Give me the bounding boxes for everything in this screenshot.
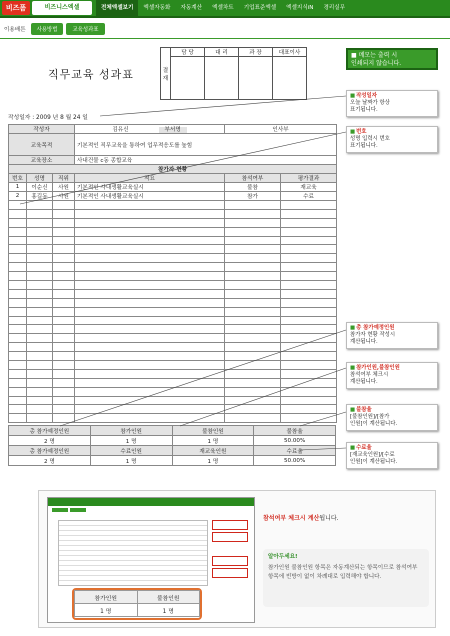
empty-cell[interactable] [281, 396, 337, 405]
empty-cell[interactable] [225, 325, 281, 334]
empty-cell[interactable] [281, 227, 337, 236]
empty-cell[interactable] [75, 227, 225, 236]
empty-table-row[interactable] [9, 369, 337, 378]
sum-header: 수료율 [254, 446, 336, 456]
empty-cell[interactable] [225, 272, 281, 281]
sum-value: 1 명 [90, 436, 172, 446]
sum-header: 불참인원 [172, 426, 254, 436]
empty-cell[interactable] [53, 298, 75, 307]
menu-item-chart[interactable]: 엑셀차트 [212, 5, 234, 11]
approval-sign-cell[interactable] [205, 57, 239, 100]
col-header: 참석여부 [225, 174, 281, 183]
callout-total [346, 322, 438, 349]
empty-cell[interactable] [9, 334, 27, 343]
approval-head: 과 장 [239, 48, 273, 57]
empty-cell[interactable] [225, 236, 281, 245]
approval-sign-cell[interactable] [239, 57, 273, 100]
example-caption [263, 513, 339, 522]
empty-cell[interactable] [281, 352, 337, 361]
approval-side-label: 결 재 [161, 48, 171, 100]
empty-cell[interactable] [27, 414, 53, 423]
empty-cell[interactable] [281, 218, 337, 227]
empty-cell[interactable] [27, 289, 53, 298]
col-header: 직위 [53, 174, 75, 183]
empty-cell[interactable] [225, 378, 281, 387]
empty-cell[interactable] [75, 405, 225, 414]
empty-cell[interactable] [9, 361, 27, 370]
empty-cell[interactable] [27, 369, 53, 378]
approval-sign-cell[interactable] [273, 57, 307, 100]
callout-desc: 성명 입력시 번호 표기됩니다. [350, 136, 390, 149]
empty-cell[interactable] [27, 352, 53, 361]
empty-cell[interactable] [225, 245, 281, 254]
empty-cell[interactable] [27, 316, 53, 325]
sub-label: 이용배튼 [4, 27, 26, 33]
empty-cell[interactable] [281, 281, 337, 290]
empty-cell[interactable] [27, 245, 53, 254]
author-label: 작성자 [9, 125, 75, 134]
menu-item-all[interactable]: 전체엑셀보기 [96, 0, 138, 16]
author-text: 김유신 [112, 127, 129, 133]
empty-cell[interactable] [9, 245, 27, 254]
approval-box [160, 47, 307, 100]
col-header: 성명 [27, 174, 53, 183]
empty-cell[interactable] [75, 334, 225, 343]
empty-table-row[interactable] [9, 343, 337, 352]
empty-cell[interactable] [53, 378, 75, 387]
empty-cell[interactable] [53, 352, 75, 361]
empty-cell[interactable] [75, 298, 225, 307]
empty-cell[interactable] [9, 405, 27, 414]
empty-cell[interactable] [75, 245, 225, 254]
empty-table-row[interactable] [9, 387, 337, 396]
empty-table-row[interactable] [9, 227, 337, 236]
empty-cell[interactable] [75, 236, 225, 245]
empty-cell[interactable] [225, 254, 281, 263]
empty-cell[interactable] [75, 263, 225, 272]
hl-value: 1 명 [137, 604, 200, 617]
empty-table-row[interactable] [9, 396, 337, 405]
empty-cell[interactable] [9, 218, 27, 227]
empty-table-row[interactable] [9, 378, 337, 387]
empty-cell[interactable] [9, 387, 27, 396]
callout-title: ■ 참가인원,불참인원 [350, 365, 434, 372]
empty-table-row[interactable] [9, 272, 337, 281]
empty-cell[interactable] [225, 334, 281, 343]
sum-value: 50.00% [254, 436, 336, 446]
col-header: 번호 [9, 174, 27, 183]
empty-cell[interactable] [53, 289, 75, 298]
purpose-value[interactable]: 기본적인 직무교육을 통하여 업무적응도를 높힘 [75, 134, 337, 156]
empty-cell[interactable] [225, 316, 281, 325]
empty-cell[interactable] [53, 227, 75, 236]
empty-cell[interactable] [225, 289, 281, 298]
callout-title: ■ 번호 [350, 129, 434, 136]
empty-cell[interactable] [281, 387, 337, 396]
empty-cell[interactable] [75, 387, 225, 396]
memo-note-text: ■ 메모는 출력 시 인쇄되지 않습니다. [351, 52, 402, 67]
empty-cell[interactable] [9, 289, 27, 298]
empty-cell[interactable] [53, 369, 75, 378]
col-header: 적요 [75, 174, 225, 183]
empty-cell[interactable] [225, 298, 281, 307]
sum-header: 총 참가예정인원 [9, 426, 91, 436]
example-caption-bold: 참석여부 체크시 계산 [263, 515, 320, 522]
cell[interactable]: 사원 [53, 192, 75, 201]
empty-cell[interactable] [53, 396, 75, 405]
empty-cell[interactable] [9, 209, 27, 218]
usage-button[interactable]: 사용방법 [31, 23, 64, 35]
table-row[interactable] [9, 192, 337, 201]
empty-table-row[interactable] [9, 236, 337, 245]
empty-cell[interactable] [225, 227, 281, 236]
empty-cell[interactable] [225, 387, 281, 396]
purpose-label: 교육목적 [9, 134, 75, 156]
sum-value: 50.00% [254, 456, 336, 466]
empty-cell[interactable] [75, 272, 225, 281]
empty-cell[interactable] [75, 201, 225, 210]
empty-cell[interactable] [225, 281, 281, 290]
empty-cell[interactable] [53, 272, 75, 281]
empty-cell[interactable] [281, 307, 337, 316]
empty-cell[interactable] [9, 378, 27, 387]
callout-title: ■ 총 참가예정인원 [350, 325, 434, 332]
sum-header: 불참율 [254, 426, 336, 436]
cell: 2 [9, 192, 27, 201]
empty-cell[interactable] [27, 298, 53, 307]
empty-cell[interactable] [53, 218, 75, 227]
empty-cell[interactable] [53, 414, 75, 423]
cell[interactable]: 기본적인 사내생활교육실시 [75, 192, 225, 201]
empty-cell[interactable] [27, 218, 53, 227]
empty-cell[interactable] [225, 396, 281, 405]
empty-cell[interactable] [281, 272, 337, 281]
mini-callout [212, 568, 248, 578]
sum-header: 재교육인원 [172, 446, 254, 456]
callout-desc: [불참인원]/[참가 인원]이 계산됩니다. [350, 414, 398, 427]
empty-table-row[interactable] [9, 289, 337, 298]
empty-table-row[interactable] [9, 361, 337, 370]
mini-callout [212, 556, 248, 566]
callout-attend [346, 362, 438, 389]
empty-cell[interactable] [9, 298, 27, 307]
empty-cell[interactable] [75, 316, 225, 325]
empty-cell[interactable] [281, 316, 337, 325]
empty-cell[interactable] [281, 343, 337, 352]
empty-cell[interactable] [27, 325, 53, 334]
hl-value: 1 명 [75, 604, 138, 617]
callout-absent-rate [346, 404, 438, 431]
empty-cell[interactable] [53, 307, 75, 316]
empty-cell[interactable] [225, 405, 281, 414]
empty-cell[interactable] [225, 218, 281, 227]
empty-cell[interactable] [225, 414, 281, 423]
empty-cell[interactable] [9, 414, 27, 423]
mini-callout [212, 532, 248, 542]
empty-cell[interactable] [75, 254, 225, 263]
empty-cell[interactable] [27, 227, 53, 236]
empty-cell[interactable] [281, 289, 337, 298]
empty-cell[interactable] [27, 405, 53, 414]
mini-callout [212, 520, 248, 530]
approval-head: 대 리 [205, 48, 239, 57]
empty-table-row[interactable] [9, 245, 337, 254]
empty-table-row[interactable] [9, 281, 337, 290]
empty-cell[interactable] [9, 272, 27, 281]
empty-cell[interactable] [281, 325, 337, 334]
empty-table-row[interactable] [9, 414, 337, 423]
sum-header: 총 참가예정인원 [9, 446, 91, 456]
tip-box [263, 549, 429, 607]
empty-cell[interactable] [9, 307, 27, 316]
empty-cell[interactable] [225, 307, 281, 316]
empty-cell[interactable] [281, 369, 337, 378]
callout-title: ■ 수료율 [350, 445, 434, 452]
callout-completion-rate [346, 442, 438, 469]
empty-cell[interactable] [75, 361, 225, 370]
empty-cell[interactable] [225, 352, 281, 361]
empty-cell[interactable] [75, 378, 225, 387]
empty-cell[interactable] [281, 414, 337, 423]
empty-cell[interactable] [27, 254, 53, 263]
memo-note [346, 48, 438, 70]
menu-item-knowledge[interactable]: 엑셀지식iN [286, 5, 314, 11]
empty-cell[interactable] [27, 378, 53, 387]
empty-cell[interactable] [281, 209, 337, 218]
dept-value[interactable]: 인사부 [225, 125, 337, 134]
cell[interactable]: 재교육 [281, 183, 337, 192]
empty-cell[interactable] [281, 405, 337, 414]
empty-cell[interactable] [27, 201, 53, 210]
empty-cell[interactable] [53, 281, 75, 290]
divider [0, 38, 450, 39]
approval-head: 대표이사 [273, 48, 307, 57]
hl-header: 불참인원 [137, 591, 200, 604]
empty-cell[interactable] [27, 281, 53, 290]
empty-table-row[interactable] [9, 201, 337, 210]
empty-cell[interactable] [53, 334, 75, 343]
empty-cell[interactable] [9, 316, 27, 325]
empty-cell[interactable] [27, 343, 53, 352]
empty-cell[interactable] [9, 201, 27, 210]
main-menu [96, 0, 350, 16]
empty-cell[interactable] [53, 201, 75, 210]
cell: 1 [9, 183, 27, 192]
empty-table-row[interactable] [9, 263, 337, 272]
mini-table [58, 520, 208, 586]
empty-cell[interactable] [75, 218, 225, 227]
sum-header: 참가인원 [90, 426, 172, 436]
empty-cell[interactable] [75, 414, 225, 423]
empty-cell[interactable] [225, 369, 281, 378]
callout-desc: 참석여부 체크시 계산됩니다. [350, 372, 389, 385]
empty-cell[interactable] [281, 298, 337, 307]
cell[interactable]: 참가 [225, 192, 281, 201]
mini-screenshot [47, 497, 255, 623]
sum-value: 1 명 [90, 456, 172, 466]
bizform-logo[interactable]: 비즈폼 [2, 1, 30, 15]
approval-head: 담 당 [171, 48, 205, 57]
empty-cell[interactable] [9, 263, 27, 272]
sub-toolbar [2, 22, 132, 36]
business-excel-logo[interactable]: 비즈니스엑셀 [32, 1, 92, 15]
sum-header: 수료인원 [90, 446, 172, 456]
empty-cell[interactable] [53, 245, 75, 254]
report-table [8, 124, 337, 423]
empty-cell[interactable] [75, 343, 225, 352]
empty-cell[interactable] [225, 209, 281, 218]
empty-cell[interactable] [53, 405, 75, 414]
empty-cell[interactable] [53, 343, 75, 352]
empty-cell[interactable] [53, 236, 75, 245]
empty-cell[interactable] [27, 209, 53, 218]
empty-cell[interactable] [281, 254, 337, 263]
tip-body: 참가인원 불참인원 항목은 자동계산되는 항목이므로 참석여부 항목에 빈방이 없이 차례대로 입력해야 합니다. [268, 565, 418, 580]
empty-cell[interactable] [27, 307, 53, 316]
empty-table-row[interactable] [9, 209, 337, 218]
table-row[interactable] [9, 183, 337, 192]
cell[interactable]: 사원 [53, 183, 75, 192]
author-value[interactable] [75, 125, 225, 134]
empty-cell[interactable] [27, 272, 53, 281]
empty-cell[interactable] [281, 201, 337, 210]
menu-item-accounting[interactable]: 경리실무 [323, 5, 346, 11]
empty-table-row[interactable] [9, 316, 337, 325]
empty-cell[interactable] [53, 325, 75, 334]
callout-desc: 오늘 날짜가 항상 표기됩니다. [350, 100, 390, 113]
mini-subbar [52, 508, 86, 512]
empty-table-row[interactable] [9, 307, 337, 316]
empty-cell[interactable] [9, 227, 27, 236]
empty-cell[interactable] [281, 263, 337, 272]
empty-cell[interactable] [9, 236, 27, 245]
empty-table-row[interactable] [9, 298, 337, 307]
callout-date [346, 90, 438, 117]
empty-cell[interactable] [225, 361, 281, 370]
empty-cell[interactable] [53, 263, 75, 272]
empty-table-row[interactable] [9, 218, 337, 227]
empty-cell[interactable] [75, 369, 225, 378]
place-label: 교육장소 [9, 156, 75, 165]
empty-cell[interactable] [53, 254, 75, 263]
empty-cell[interactable] [9, 352, 27, 361]
top-nav-bar [0, 0, 450, 18]
hl-header: 참가인원 [75, 591, 138, 604]
empty-cell[interactable] [75, 325, 225, 334]
empty-cell[interactable] [27, 361, 53, 370]
sum-value: 1 명 [172, 436, 254, 446]
empty-cell[interactable] [225, 201, 281, 210]
empty-cell[interactable] [53, 316, 75, 325]
callout-title: ■ 불참율 [350, 407, 434, 414]
menu-item-standard[interactable]: 기업표준엑셀 [243, 5, 277, 11]
cell[interactable]: 이순신 [27, 183, 53, 192]
empty-cell[interactable] [9, 325, 27, 334]
callout-number [346, 126, 438, 153]
edu-table-button[interactable]: 교육성과표 [66, 23, 104, 35]
empty-cell[interactable] [9, 281, 27, 290]
empty-cell[interactable] [27, 396, 53, 405]
callout-title: ■ 작성일자 [350, 93, 434, 100]
participants-section-header: 참가자 현황 [9, 165, 337, 174]
col-header: 평가결과 [281, 174, 337, 183]
dept-label: 부서명 [159, 127, 187, 133]
empty-cell[interactable] [53, 209, 75, 218]
cell[interactable]: 홍길동 [27, 192, 53, 201]
empty-cell[interactable] [225, 263, 281, 272]
empty-cell[interactable] [281, 245, 337, 254]
empty-cell[interactable] [281, 334, 337, 343]
summary-table [8, 425, 336, 466]
highlighted-summary [72, 588, 202, 620]
sum-value: 2 명 [9, 436, 91, 446]
empty-cell[interactable] [9, 343, 27, 352]
usage-example-panel [38, 490, 436, 628]
empty-cell[interactable] [281, 236, 337, 245]
empty-table-row[interactable] [9, 352, 337, 361]
empty-cell[interactable] [27, 334, 53, 343]
sum-value: 1 명 [172, 456, 254, 466]
empty-cell[interactable] [27, 236, 53, 245]
empty-cell[interactable] [225, 343, 281, 352]
empty-cell[interactable] [75, 307, 225, 316]
cell[interactable]: 수료 [281, 192, 337, 201]
empty-cell[interactable] [9, 369, 27, 378]
empty-cell[interactable] [27, 263, 53, 272]
empty-cell[interactable] [75, 289, 225, 298]
cell[interactable]: 기본적인 사내생활교육실시 [75, 183, 225, 192]
empty-table-row[interactable] [9, 254, 337, 263]
empty-cell[interactable] [75, 352, 225, 361]
tip-title: 알아두세요! [268, 554, 298, 560]
empty-cell[interactable] [9, 254, 27, 263]
empty-cell[interactable] [27, 387, 53, 396]
place-value[interactable]: 사내건물 c동 종합교육 [75, 156, 337, 165]
approval-sign-cell[interactable] [171, 57, 205, 100]
cell[interactable]: 불참 [225, 183, 281, 192]
empty-cell[interactable] [75, 396, 225, 405]
example-caption-rest: 됩니다. [319, 515, 339, 522]
menu-item-autocalc[interactable]: 자동계산 [180, 5, 203, 11]
mini-nav-bar [48, 498, 254, 506]
empty-cell[interactable] [75, 281, 225, 290]
menu-item-automation[interactable]: 엑셀자동화 [143, 5, 171, 11]
page-title: 직무교육 성과표 [48, 68, 134, 81]
empty-cell[interactable] [281, 378, 337, 387]
callout-desc: 참가자 현황 작성시 계산됩니다. [350, 332, 396, 345]
date-field: 작성일자 : 2009 년 8 월 24 일 [8, 115, 88, 121]
empty-table-row[interactable] [9, 334, 337, 343]
empty-cell[interactable] [53, 387, 75, 396]
empty-cell[interactable] [281, 361, 337, 370]
sum-value: 2 명 [9, 456, 91, 466]
empty-cell[interactable] [9, 396, 27, 405]
callout-desc: [재교육인원]/[수료 인원]이 계산됩니다. [350, 452, 398, 465]
empty-cell[interactable] [75, 209, 225, 218]
empty-table-row[interactable] [9, 405, 337, 414]
empty-cell[interactable] [53, 361, 75, 370]
empty-table-row[interactable] [9, 325, 337, 334]
